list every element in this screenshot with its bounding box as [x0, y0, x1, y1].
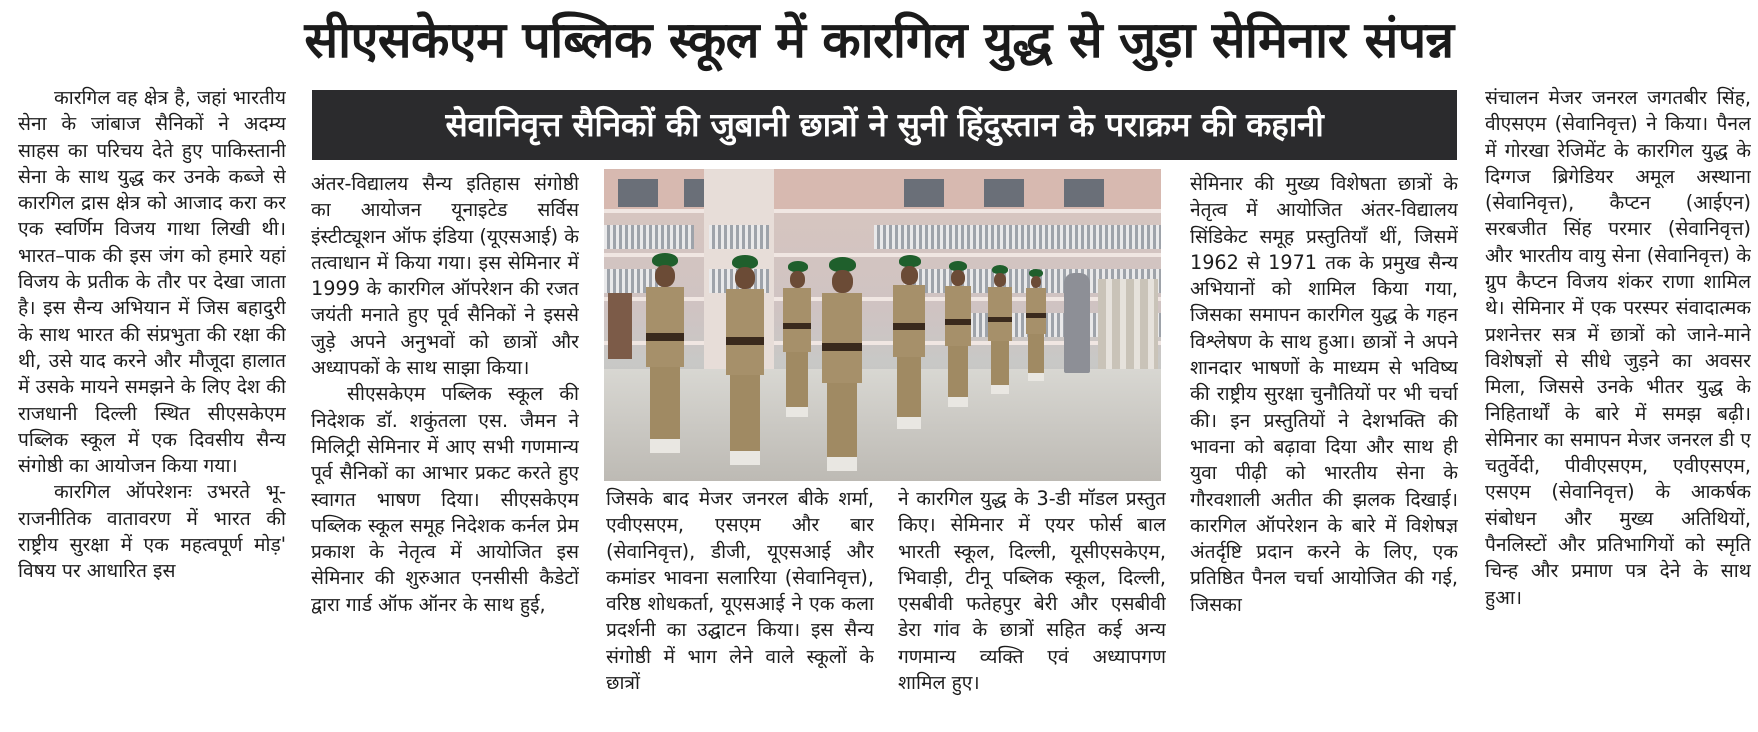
headline: सीएसकेएम पब्लिक स्कूल में कारगिल युद्ध से जुड़ा सेमिनार संपन्न: [304, 11, 1454, 69]
paragraph: जिसके बाद मेजर जनरल बीके शर्मा, एवीएसएम, एसएम और बार (सेवानिवृत्त), डीजी, यूएसआई और कमांडर भावना सलारिया (सेवानिवृत्त), वरिष्ठ शोधकर्ता, यूएसआई ने एक कला प्रदर्शनी का उद्घाटन किया। इस सैन्य संगोष्ठी में भाग लेने वाले स्कूलों के छात्रों: [606, 487, 874, 695]
article-column-5: [1190, 171, 1458, 720]
subheadline-banner: सेवानिवृत्त सैनिकों की जुबानी छात्रों ने सुनी हिंदुस्तान के पराक्रम की कहानी: [312, 90, 1457, 160]
paragraph: संचालन मेजर जनरल जगतबीर सिंह, वीएसएम (सेवानिवृत्त) ने किया। पैनल में गोरखा रेजिमेंट के कारगिल युद्ध के दिग्गज ब्रिगेडियर अमूल अस्थाना (सेवानिवृत्त), कैप्टन (आईएन) सरबजीत सिंह परमार (सेवानिवृत्त) और भारतीय वायु सेना (सेवानिवृत्त) के ग्रुप कैप्टन विजय शंकर राणा शामिल थे। सेमिनार में एक परस्पर संवादात्मक प्रशनेत्तर सत्र में छात्रों को जाने-माने विशेषज्ञों से सीधे जुड़ने का अवसर मिला, जिससे उनके भीतर युद्ध के निहितार्थों के बारे में समझ बढ़ी। सेमिनार का समापन मेजर जनरल डी ए चतुर्वेदी, पीवीएसएम, एवीएसएम, एसएम (सेवानिवृत्त) के आकर्षक संबोधन और मुख्य अतिथियों, पैनलिस्टों और प्रतिभागियों को स्मृति चिन्ह और प्रमाण पत्र देने के साथ हुआ।: [1485, 86, 1751, 609]
article-column-2: [311, 171, 579, 720]
article-column-6: [1485, 85, 1751, 720]
article-column-3: [606, 486, 874, 720]
paragraph: कारगिल वह क्षेत्र है, जहां भारतीय सेना के जांबाज सैनिकों ने अदम्य साहस का परिचय देते हुए पाकिस्तानी सेना के साथ युद्ध कर उनके कब्जे से कारगिल द्रास क्षेत्र को आजाद करा कर एक स्वर्णिम विजय गाथा लिखी थी। भारत–पाक की इस जंग को हमारे यहां विजय के प्रतीक के तौर पर देखा जाता है। इस सैन्य अभियान में जिस बहादुरी के साथ भारत की संप्रभुता की रक्षा की थी, उसे याद करने और मौजूदा हालात में उसके मायने समझने के लिए देश की राजधानी दिल्ली स्थित सीएसकेएम पब्लिक स्कूल में एक दिवसीय सैन्य संगोष्ठी का आयोजन किया गया।: [18, 86, 286, 478]
article-column-1: [18, 85, 286, 720]
paragraph: कारगिल ऑपरेशनः उभरते भू-राजनीतिक वातावरण में भारत की राष्ट्रीय सुरक्षा में एक महत्वपूर्ण मोड़' विषय पर आधारित इस: [18, 480, 286, 583]
article-column-4: [898, 486, 1166, 720]
paragraph: सेमिनार की मुख्य विशेषता छात्रों के नेतृत्व में आयोजित अंतर-विद्यालय सिंडिकेट समूह प्रस्तुतियाँ थीं, जिसमें 1962 से 1971 तक के प्रमुख सैन्य अभियानों को शामिल किया गया, जिसका समापन कारगिल युद्ध के गहन विश्लेषण के साथ हुआ। छात्रों ने अपने शानदार भाषणों के माध्यम से भविष्य की राष्ट्रीय सुरक्षा चुनौतियों पर भी चर्चा की। इन प्रस्तुतियों ने देशभक्ति की भावना को बढ़ावा दिया और साथ ही युवा पीढ़ी को भारतीय सेना के गौरवशाली अतीत की झलक दिखाई। कारगिल ऑपरेशन के बारे में विशेषज्ञ अंतर्दृष्टि प्रदान करने के लिए, एक प्रतिष्ठित पैनल चर्चा आयोजित की गई, जिसका: [1190, 172, 1458, 616]
paragraph: सीएसकेएम पब्लिक स्कूल की निदेशक डॉ. शकुंतला एस. जैमन ने मिलिट्री सेमिनार में आए सभी गणमान्य पूर्व सैनिकों का आभार प्रकट करते हुए स्वागत भाषण दिया। सीएसकेएम पब्लिक स्कूल समूह निदेशक कर्नल प्रेम प्रकाश के नेतृत्व में आयोजित इस सेमिनार की शुरुआत एनसीसी कैडेटों द्वारा गार्ड ऑफ ऑनर के साथ हुई,: [311, 382, 579, 616]
paragraph: अंतर-विद्यालय सैन्य इतिहास संगोष्ठी का आयोजन यूनाइटेड सर्विस इंस्टीट्यूशन ऑफ इंडिया (यूएसआई) के तत्वाधान में किया गया। इस सेमिनार में 1999 के कारगिल ऑपरेशन की रजत जयंती मनाते हुए पूर्व सैनिकों ने इससे जुड़े अपने अनुभवों को छात्रों और अध्यापकों के साथ साझा किया।: [311, 172, 579, 380]
paragraph: ने कारगिल युद्ध के 3-डी मॉडल प्रस्तुत किए। सेमिनार में एयर फोर्स बाल भारती स्कूल, दिल्ली, यूसीएसकेएम, भिवाड़ी, टीनू पब्लिक स्कूल, दिल्ली, एसबीवी फतेहपुर बेरी और एसबीवी डेरा गांव के छात्रों सहित कई अन्य गणमान्य व्यक्ति एवं अध्यापगण शामिल हुए।: [898, 487, 1166, 695]
officer-figure: [1064, 273, 1090, 373]
news-photo-cadets-guard-of-honour: [604, 169, 1161, 481]
